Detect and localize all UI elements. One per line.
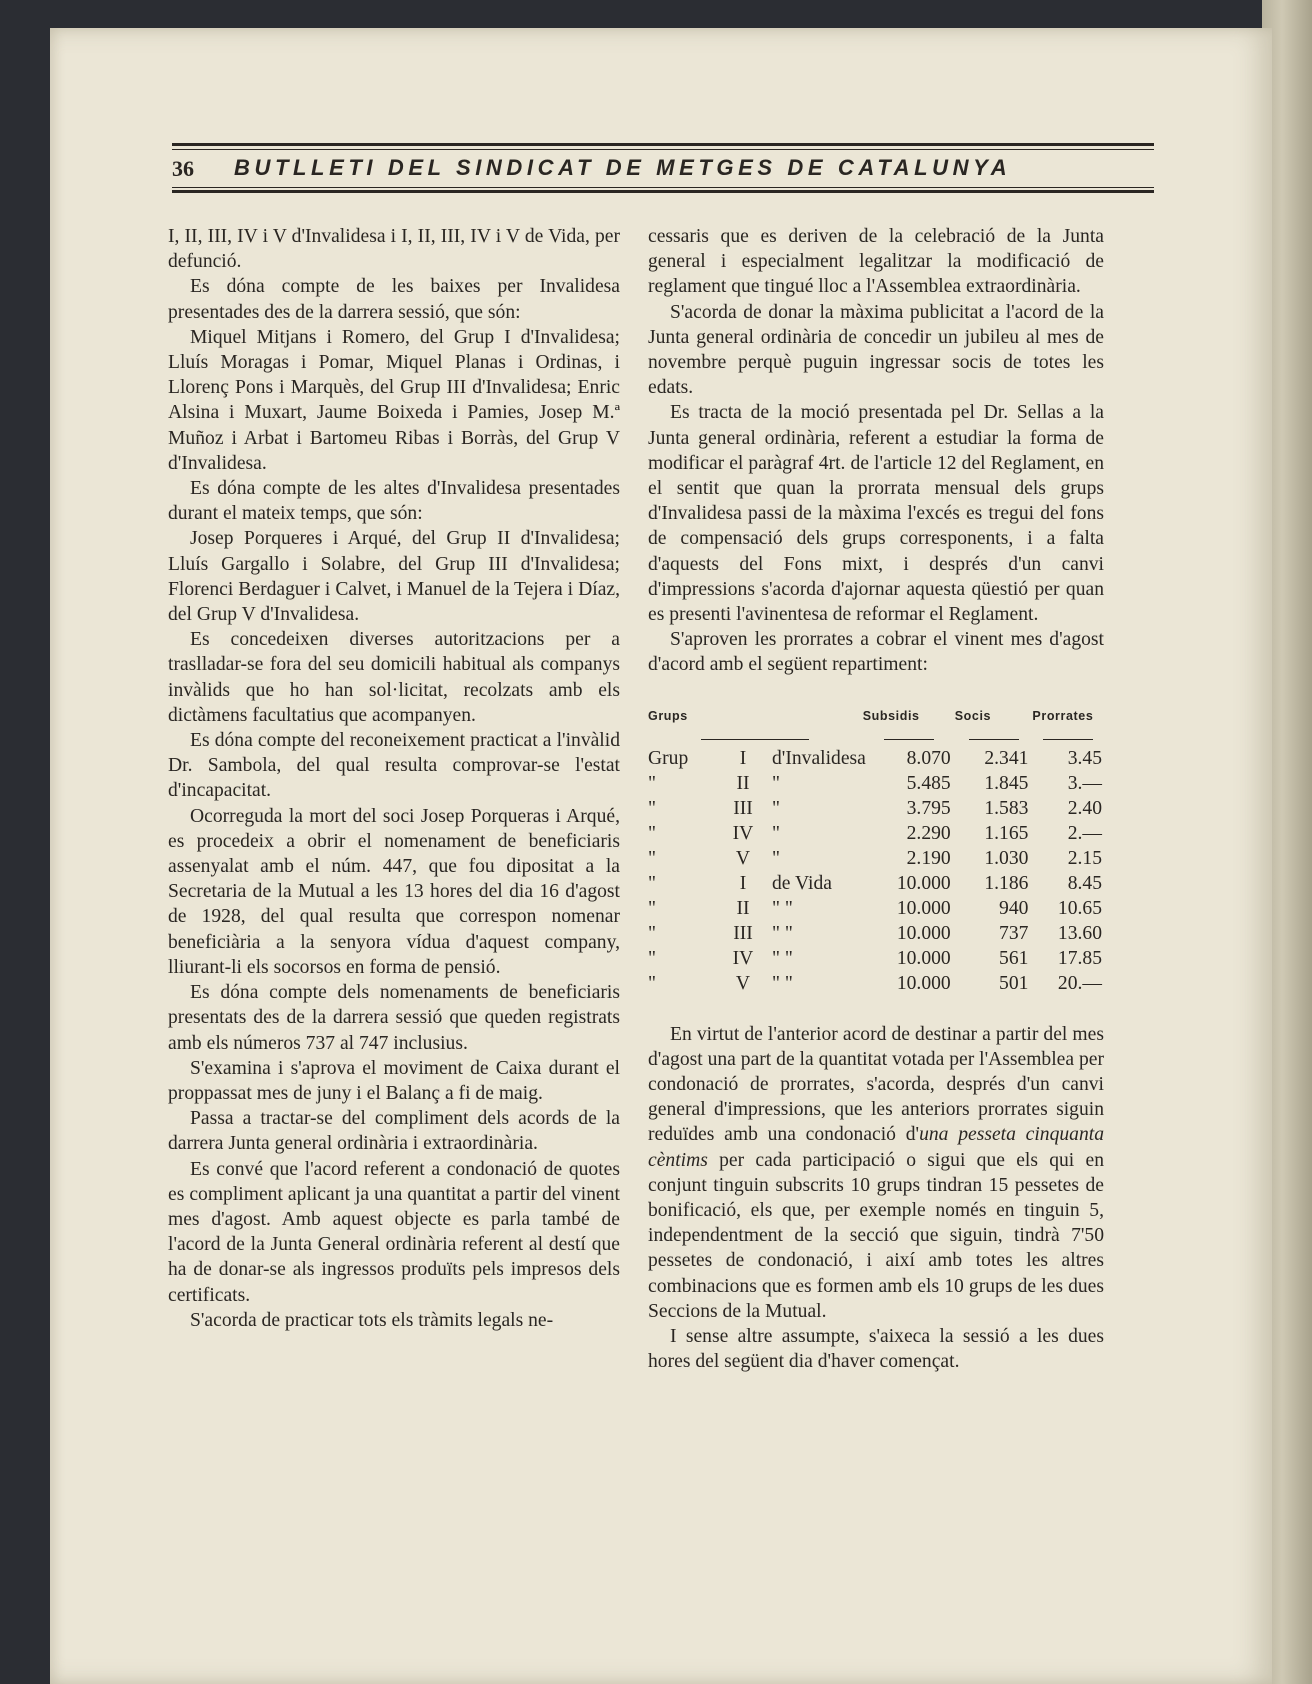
cell-group: " V " (648, 847, 780, 869)
running-header (172, 111, 1154, 195)
cell-socis: 501 (999, 972, 1029, 994)
cell-socis: 2.341 (984, 747, 1029, 769)
header-grups: Grups (648, 704, 863, 746)
cell-group: " II " (648, 772, 780, 794)
cell-prorrates: 13.60 (1057, 922, 1102, 944)
cell-prorrates: 8.45 (1067, 872, 1102, 894)
prorrates-table (648, 704, 1104, 996)
prorrates-table-wrapper (648, 704, 1104, 996)
header-rule (172, 143, 1154, 146)
paragraph: S'examina i s'aprova el moviment de Caixa durant el proppassat mes de juny i el Balanç a fi de maig. (168, 1057, 620, 1104)
header-socis: Socis (955, 704, 1033, 746)
cell-subsidis: 10.000 (896, 897, 951, 919)
table-row (648, 746, 1104, 771)
table-body (648, 746, 1104, 996)
emphasis: una pesseta cinquanta cèntims (648, 1124, 1105, 1171)
cell-subsidis: 5.485 (906, 772, 951, 794)
cell-prorrates: 2.15 (1067, 847, 1102, 869)
table-row (648, 821, 1104, 846)
paragraph: Es dóna compte dels nomenaments de beneficiaris presentats des de la darrera sessió que queden registrats amb els números 737 al 747 inclusius. (168, 982, 620, 1054)
table-row (648, 946, 1104, 971)
cell-subsidis: 10.000 (896, 972, 951, 994)
cell-group: Grup I d'Invalidesa (648, 747, 866, 769)
paragraph: Es dóna compte de les altes d'Invalidesa presentades durant el mateix temps, que són: (168, 478, 620, 525)
cell-subsidis: 2.290 (906, 822, 951, 844)
cell-prorrates: 3.— (1067, 772, 1102, 794)
cell-subsidis: 10.000 (896, 922, 951, 944)
cell-group: " II " " (648, 897, 793, 919)
cell-prorrates: 2.40 (1067, 797, 1102, 819)
cell-socis: 1.165 (984, 822, 1029, 844)
paragraph: S'aproven les prorrates a cobrar el vinent mes d'agost d'acord amb el següent repartiment: (648, 629, 1104, 676)
cell-group: " III " " (648, 922, 793, 944)
cell-socis: 1.845 (984, 772, 1029, 794)
table-row (648, 846, 1104, 871)
header-subsidis: Subsidis (863, 704, 955, 746)
paragraph: S'acorda de donar la màxima publicitat a l'acord de la Junta general ordinària de concedir un jubileu al mes de novembre perquè puguin ingressar socis de totes les edats. (648, 301, 1104, 399)
cell-group: " V " " (648, 972, 793, 994)
left-column (168, 224, 620, 1333)
cell-prorrates: 10.65 (1057, 897, 1102, 919)
cell-socis: 1.583 (984, 797, 1029, 819)
header-prorrates: Prorrates (1032, 704, 1104, 746)
table-row (648, 771, 1104, 796)
table-header-row (648, 704, 1104, 746)
page-number: 36 (172, 156, 194, 181)
paragraph: Miquel Mitjans i Romero, del Grup I d'Invalidesa; Lluís Moragas i Pomar, Miquel Planas i Ordinas, i Llorenç Pons i Marquès, del Grup III d'Invalidesa; Enric Alsina i Muxart, Jaume Boixeda i Pamies, Josep M.ª Muñoz i Arbat i Bartomeu Ribas i Borràs, del Grup V d'Invalidesa. (168, 326, 620, 474)
table-row (648, 871, 1104, 896)
cell-prorrates: 17.85 (1057, 947, 1102, 969)
cell-socis: 940 (999, 897, 1029, 919)
paragraph: I, II, III, IV i V d'Invalidesa i I, II, III, IV i V de Vida, per defunció. (168, 226, 620, 273)
cell-group: " III " (648, 797, 780, 819)
cell-prorrates: 3.45 (1067, 747, 1102, 769)
header-rule (172, 190, 1154, 193)
paragraph: Ocorreguda la mort del soci Josep Porqueras i Arqué, es procedeix a obrir el nomenament de beneficiaris assenyalat amb el núm. 447, que fou dipositat a la Secretaria de la Mutual a les 13 hores del dia 16 d'agost de 1928, del qual resulta que correspon nomenar beneficiària a la senyora vídua d'aquest company, lliurant-li els socorsos en forma de pensió. (168, 805, 620, 978)
table-row (648, 971, 1104, 996)
paragraph: En virtut de l'anterior acord de destinar a partir del mes d'agost una part de la quantitat votada per l'Assemblea per condonació de prorrates, s'acorda, després d'un canvi general d'impressions, que les anteriors prorrates siguin reduïdes amb una condonació d'una pesseta cinquanta cèntims per cada participació o sigui que els qui en conjunt tinguin subscrits 10 grups tindran 15 pessetes de bonificació, els que, per exemple només en tinguin 5, independentment de la secció que siguin, tindrà 7'50 pessetes de condonació, i així amb totes les altres combinacions que es formen amb els 10 grups de les dues Seccions de la Mutual. (648, 1023, 1105, 1322)
paragraph: Josep Porqueres i Arqué, del Grup II d'Invalidesa; Lluís Gargallo i Solabre, del Grup III d'Invalidesa; Florenci Berdaguer i Calvet, i Manuel de la Tejera i Díaz, del Grup V d'Invalidesa. (168, 528, 620, 626)
journal-title: BUTLLETI DEL SINDICAT DE METGES DE CATALUNYA (234, 155, 1012, 180)
cell-subsidis: 2.190 (906, 847, 951, 869)
cell-subsidis: 3.795 (906, 797, 951, 819)
cell-group: " IV " (648, 822, 780, 844)
header-rule (172, 187, 1154, 188)
cell-socis: 1.186 (984, 872, 1029, 894)
paragraph: I sense altre assumpte, s'aixeca la sessió a les dues hores del següent dia d'haver començat. (648, 1326, 1104, 1373)
cell-socis: 737 (999, 922, 1029, 944)
paragraph: Passa a tractar-se del compliment dels acords de la darrera Junta general ordinària i extraordinària. (168, 1108, 620, 1155)
cell-socis: 561 (999, 947, 1029, 969)
cell-prorrates: 20.— (1057, 972, 1102, 994)
right-column (648, 224, 1104, 1375)
cell-prorrates: 2.— (1067, 822, 1102, 844)
cell-subsidis: 8.070 (906, 747, 951, 769)
table-row (648, 896, 1104, 921)
cell-group: " I de Vida (648, 872, 832, 894)
header-rule (172, 149, 1154, 150)
paragraph: Es convé que l'acord referent a condonació de quotes es compliment aplicant ja una quantitat a partir del vinent mes d'agost. Amb aquest objecte es parla també de l'acord de la Junta General ordinària referent al destí que ha de donar-se als ingressos produïts pels impresos dels certificats. (168, 1158, 620, 1306)
table-row (648, 921, 1104, 946)
paragraph: Es concedeixen diverses autoritzacions per a traslladar-se fora del seu domicili habitual als companys invàlids que ho han sol·licitat, recolzats amb els dictàmens facultatius que acompanyen. (168, 629, 620, 726)
paragraph: cessaris que es deriven de la celebració de la Junta general i especialment legalitzar la modificació de reglament que tingué lloc a l'Assemblea extraordinària. (648, 226, 1104, 298)
paragraph: Es dóna compte del reconeixement practicat a l'invàlid Dr. Sambola, del qual resulta comprovar-se l'estat d'incapacitat. (168, 730, 620, 802)
cell-group: " IV " " (648, 947, 793, 969)
cell-subsidis: 10.000 (896, 947, 951, 969)
table-row (648, 796, 1104, 821)
cell-subsidis: 10.000 (896, 872, 951, 894)
paragraph: Es dóna compte de les baixes per Invalidesa presentades des de la darrera sessió, que són: (168, 276, 620, 323)
paragraph: S'acorda de practicar tots els tràmits legals ne- (190, 1309, 554, 1331)
cell-socis: 1.030 (984, 847, 1029, 869)
paragraph: Es tracta de la moció presentada pel Dr. Sellas a la Junta general ordinària, referent a estudiar la forma de modificar el paràgraf 4rt. de l'article 12 del Reglament, en el sentit que quan la prorrata mensual dels grups d'Invalidesa passi de la màxima l'excés es tregui del fons de compensació dels grups corresponents, i a falta d'aquests del Fons mixt, i després d'un canvi d'impressions s'acorda d'ajornar aquesta qüestió per quan es presenti l'avinentesa de reformar el Reglament. (648, 402, 1104, 626)
